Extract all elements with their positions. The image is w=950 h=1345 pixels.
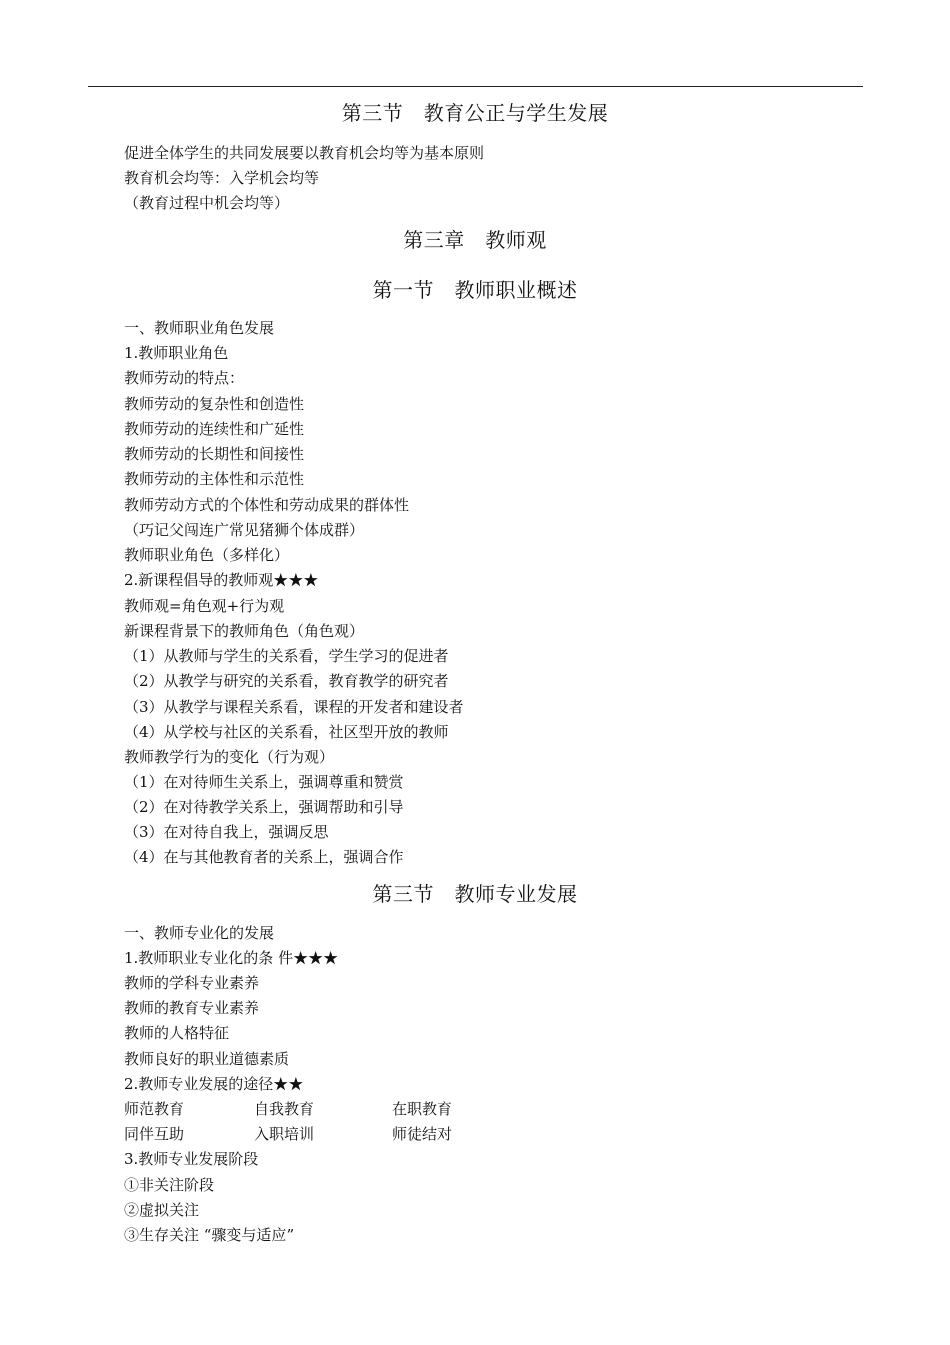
text-line: 1.教师职业角色 — [124, 344, 229, 362]
path-item: 师范教育 — [124, 1100, 185, 1118]
text-line: ③生存关注 “骤变与适应” — [124, 1226, 295, 1244]
text-line: 教育机会均等：入学机会均等 — [124, 169, 320, 187]
text-line: 促进全体学生的共同发展要以教育机会均等为基本原则 — [124, 144, 485, 162]
text-line: ②虚拟关注 — [124, 1201, 200, 1219]
text-line: 教师劳动的连续性和广延性 — [124, 420, 305, 438]
text-line: （4）从学校与社区的关系看，社区型开放的教师 — [124, 723, 449, 741]
text-line: （2）在对待教学关系上，强调帮助和引导 — [124, 798, 404, 816]
text-line: 教师良好的职业道德素质 — [124, 1050, 290, 1068]
section-title-teacher-profession: 第一节 教师职业概述 — [372, 278, 578, 302]
text-line: 教师劳动方式的个体性和劳动成果的群体性 — [124, 496, 410, 514]
text-line: 教师的教育专业素养 — [124, 999, 260, 1017]
text-line: 教师职业角色（多样化） — [124, 546, 290, 564]
text-line: （3）在对待自我上，强调反思 — [124, 823, 329, 841]
path-item: 在职教育 — [392, 1100, 453, 1118]
text-line: 2.教师专业发展的途径★★ — [124, 1075, 304, 1093]
path-item: 入职培训 — [254, 1125, 315, 1143]
path-item: 同伴互助 — [124, 1125, 185, 1143]
text-line: 教师劳动的长期性和间接性 — [124, 445, 305, 463]
text-line: 新课程背景下的教师角色（角色观） — [124, 622, 365, 640]
text-line: （1）从教师与学生的关系看，学生学习的促进者 — [124, 647, 449, 665]
text-line: 一、教师职业角色发展 — [124, 319, 275, 337]
text-line: （1）在对待师生关系上，强调尊重和赞赏 — [124, 773, 404, 791]
text-line: ①非关注阶段 — [124, 1176, 215, 1194]
text-line: （3）从教学与课程关系看，课程的开发者和建设者 — [124, 698, 464, 716]
text-line: 教师劳动的主体性和示范性 — [124, 470, 305, 488]
text-line: （4）在与其他教育者的关系上，强调合作 — [124, 848, 404, 866]
text-line: 教师观=角色观+行为观 — [124, 597, 285, 615]
section-title-professional-development: 第三节 教师专业发展 — [372, 882, 578, 906]
text-line: 3.教师专业发展阶段 — [124, 1150, 259, 1168]
text-line: （巧记父闯连广常见猪狮个体成群） — [124, 521, 365, 539]
header-rule — [88, 86, 863, 87]
path-item: 自我教育 — [254, 1100, 315, 1118]
text-line: 2.新课程倡导的教师观★★★ — [124, 571, 319, 589]
text-line: （2）从教学与研究的关系看，教育教学的研究者 — [124, 672, 449, 690]
text-line: 一、教师专业化的发展 — [124, 924, 275, 942]
text-line: 教师劳动的特点： — [124, 369, 245, 387]
text-line: （教育过程中机会均等） — [124, 194, 290, 212]
path-item: 师徒结对 — [392, 1125, 453, 1143]
text-line: 教师教学行为的变化（行为观） — [124, 748, 335, 766]
text-line: 1.教师职业专业化的条 件★★★ — [124, 949, 339, 967]
text-line: 教师的学科专业素养 — [124, 974, 260, 992]
chapter-title-teacher-view: 第三章 教师观 — [403, 228, 547, 252]
section-title-education-equity: 第三节 教育公正与学生发展 — [341, 101, 609, 125]
text-line: 教师的人格特征 — [124, 1024, 230, 1042]
text-line: 教师劳动的复杂性和创造性 — [124, 395, 305, 413]
